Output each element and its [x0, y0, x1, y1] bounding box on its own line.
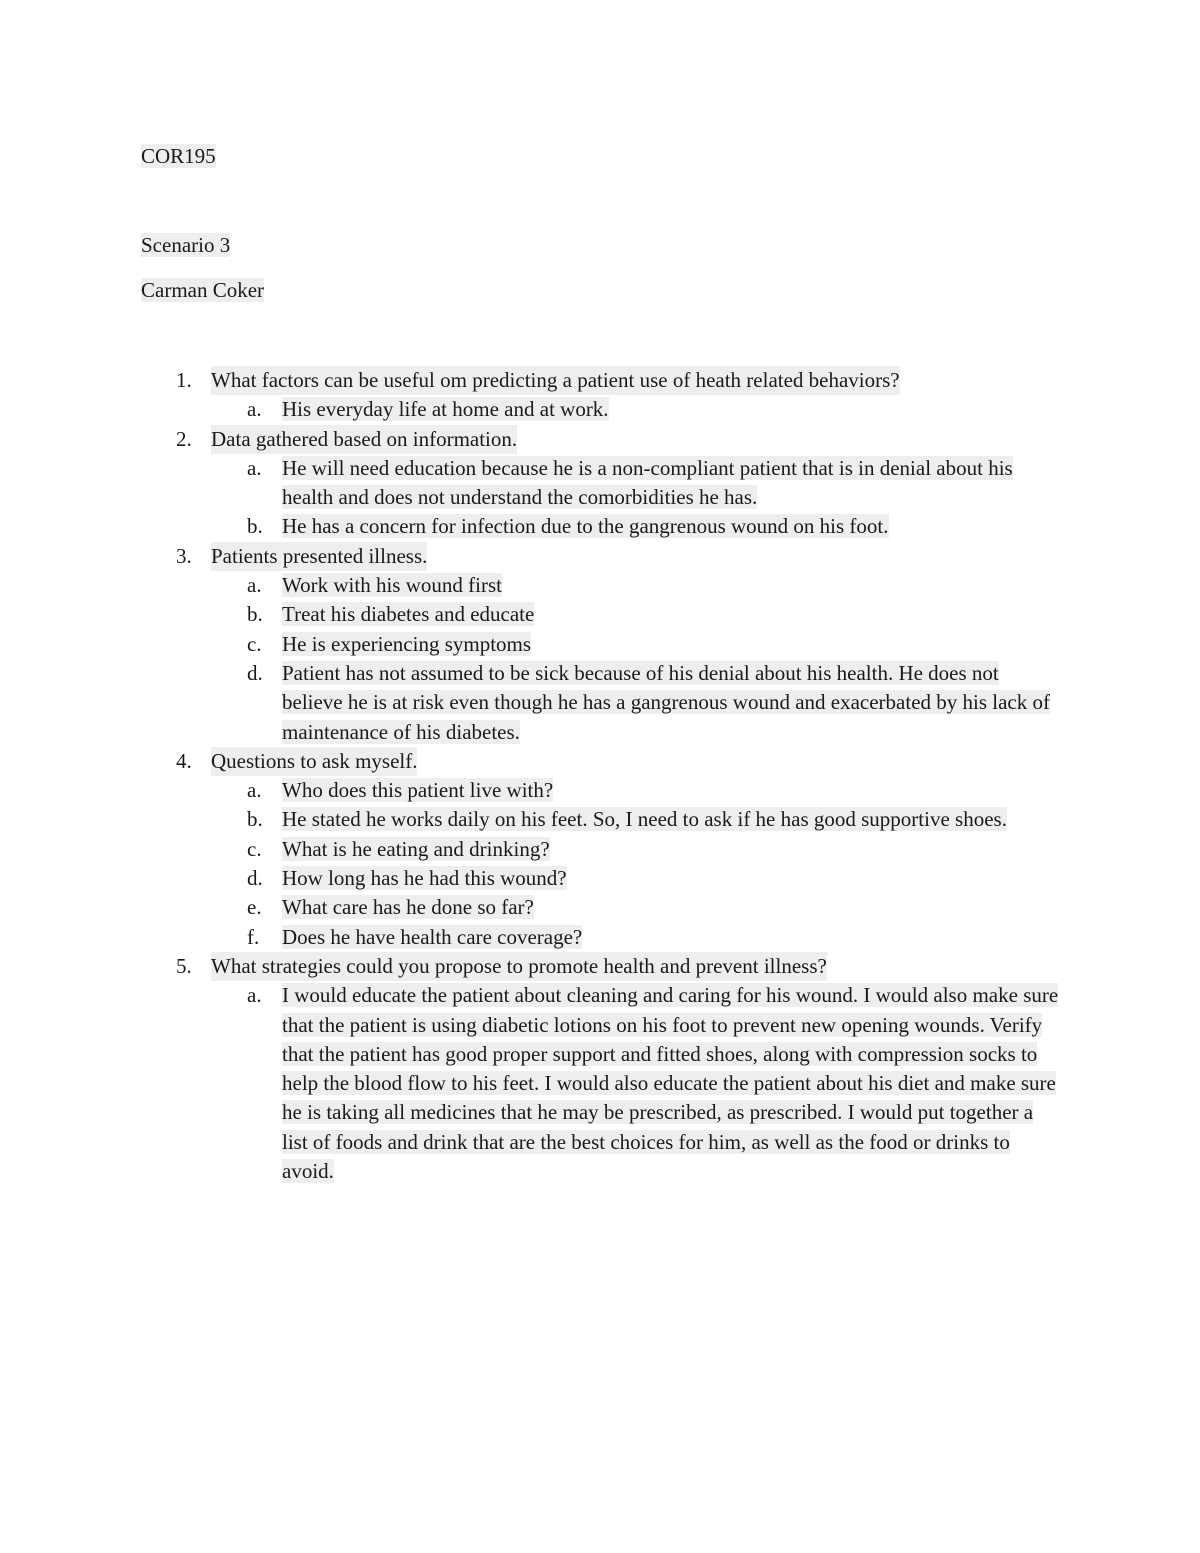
answer-text: Treat his diabetes and educate	[282, 602, 535, 627]
answer-text-block	[282, 923, 1062, 952]
question-line	[0, 542, 1200, 571]
answer-label: c.	[247, 631, 262, 656]
answer-item	[0, 893, 1200, 922]
answer-text-block	[282, 630, 1062, 659]
answer-text-block	[282, 600, 1062, 629]
answer-item	[0, 835, 1200, 864]
answer-item	[0, 923, 1200, 952]
answer-text-block	[282, 395, 1062, 424]
question-item	[0, 747, 1200, 952]
question-line	[0, 425, 1200, 454]
question-item	[0, 542, 1200, 747]
answer-text-block	[282, 571, 1062, 600]
answer-label: d.	[247, 866, 263, 891]
answer-text: Work with his wound first	[282, 573, 502, 598]
question-text: What factors can be useful om predicting a patient use of heath related behaviors?	[211, 366, 900, 395]
answer-item	[0, 805, 1200, 834]
answer-label: b.	[247, 807, 263, 832]
scenario-title: Scenario 3	[141, 233, 231, 257]
answer-text: His everyday life at home and at work.	[282, 397, 609, 422]
answer-label: a.	[247, 983, 262, 1008]
answer-text: He has a concern for infection due to the gangrenous wound on his foot.	[282, 514, 889, 539]
answer-item	[0, 395, 1200, 424]
answer-item	[0, 454, 1200, 513]
answer-text-block	[282, 512, 1062, 541]
question-number: 4.	[176, 748, 192, 773]
answer-label: c.	[247, 836, 262, 861]
question-item	[0, 366, 1200, 425]
question-line	[0, 747, 1200, 776]
question-number: 3.	[176, 543, 192, 568]
answer-text-block	[282, 893, 1062, 922]
question-line	[0, 366, 1200, 395]
answer-text-block	[282, 864, 1062, 893]
question-text: Data gathered based on information.	[211, 425, 517, 454]
answer-label: d.	[247, 660, 263, 685]
answer-label: b.	[247, 602, 263, 627]
answer-item	[0, 571, 1200, 600]
answer-label: b.	[247, 514, 263, 539]
answer-text: Patient has not assumed to be sick because of his denial about his health. He does not believe he is at risk even though he has a gangrenous wound and exacerbated by his lack of maintenance of his diabetes.	[282, 660, 1050, 744]
answer-text-block	[282, 981, 1062, 1186]
course-code: COR195	[141, 144, 216, 168]
answer-text-block	[282, 776, 1062, 805]
answer-label: f.	[247, 924, 260, 949]
answer-text: What care has he done so far?	[282, 895, 534, 920]
author-name: Carman Coker	[141, 278, 265, 302]
question-item	[0, 425, 1200, 542]
answer-label: a.	[247, 778, 262, 803]
question-text: Questions to ask myself.	[211, 747, 417, 776]
question-number: 1.	[176, 368, 192, 392]
answer-text-block	[282, 805, 1062, 834]
answer-label: a.	[247, 573, 262, 598]
answer-text-block	[282, 454, 1062, 513]
answer-text-block	[282, 835, 1062, 864]
answer-text: He stated he works daily on his feet. So, I need to ask if he has good supportive shoes.	[282, 807, 1007, 832]
question-line	[0, 952, 1200, 981]
answer-item	[0, 776, 1200, 805]
question-item	[0, 952, 1200, 1186]
answer-text: What is he eating and drinking?	[282, 836, 550, 861]
question-text: What strategies could you propose to promote health and prevent illness?	[211, 952, 827, 981]
question-list	[0, 366, 1200, 1186]
answer-text: He is experiencing symptoms	[282, 631, 532, 656]
answer-text: How long has he had this wound?	[282, 866, 567, 891]
answer-item	[0, 600, 1200, 629]
answer-text: Who does this patient live with?	[282, 778, 554, 803]
answer-item	[0, 864, 1200, 893]
answer-item	[0, 659, 1200, 747]
answer-item	[0, 630, 1200, 659]
question-number: 2.	[176, 426, 192, 451]
question-text: Patients presented illness.	[211, 542, 427, 571]
answer-item	[0, 512, 1200, 541]
answer-label: e.	[247, 895, 262, 920]
answer-text: I would educate the patient about cleaning and caring for his wound. I would also make sure that the patient is using diabetic lotions on his foot to prevent new opening wounds. Verify that the patient has good proper support and fitted shoes, along with compression socks to help the blood flow to his feet. I would also educate the patient about his diet and make sure he is taking all medicines that he may be prescribed, as prescribed. I would put together a list of foods and drink that are the best choices for him, as well as the food or drinks to avoid.	[282, 983, 1059, 1184]
question-number: 5.	[176, 953, 192, 978]
answer-text: He will need education because he is a non-compliant patient that is in denial about his health and does not understand the comorbidities he has.	[282, 455, 1013, 510]
answer-text-block	[282, 659, 1062, 747]
answer-label: a.	[247, 397, 262, 422]
answer-item	[0, 981, 1200, 1186]
answer-label: a.	[247, 455, 262, 480]
answer-text: Does he have health care coverage?	[282, 924, 583, 949]
